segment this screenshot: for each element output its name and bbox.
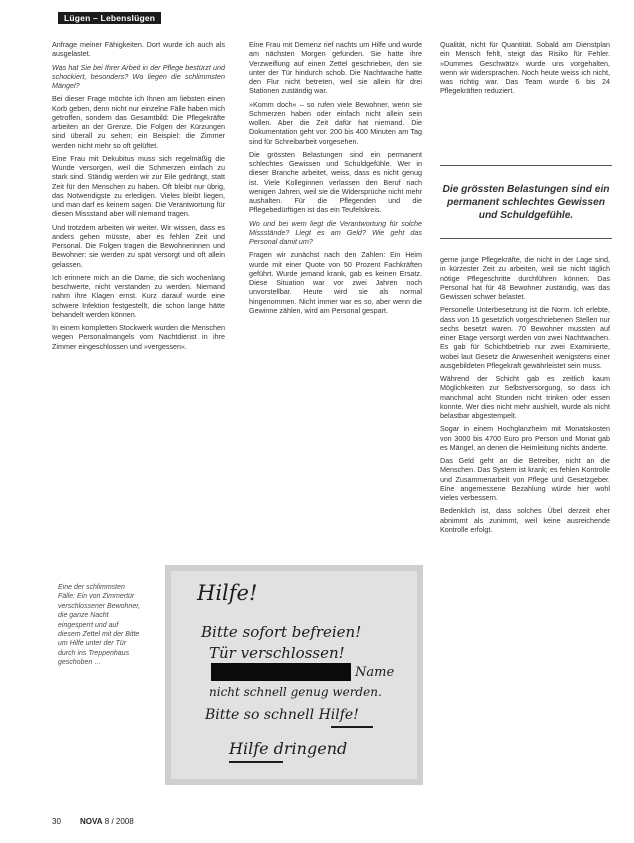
note-line-1: Hilfe! bbox=[197, 581, 258, 605]
article-column-3 bbox=[440, 40, 610, 100]
page-number: 30 bbox=[52, 817, 61, 826]
magazine-name: NOVA bbox=[80, 817, 103, 826]
article-column-2 bbox=[249, 40, 422, 319]
note-underline bbox=[331, 726, 373, 728]
pull-quote-text: Die grössten Belastungen sind ein permanent schlechtes Gewissen und Schuldgefühle. bbox=[442, 183, 610, 221]
col3-continued-paragraph: Sogar in einem Hochglanzheim mit Monatskosten von 3000 bis 4700 Euro pro Person und Monat gab es Mängel, an denen die Heimleitung nichts änderte. bbox=[440, 424, 610, 452]
col1-paragraph: Was hat Sie bei Ihrer Arbeit in der Pflege bestürzt und schockiert, besonders? Wo liegen die schlimmsten Mängel? bbox=[52, 62, 225, 90]
col1-paragraph: Ich erinnere mich an die Dame, die sich wochenlang beschwerte, nicht verstanden zu werden. Niemand nahm ihre Klagen ernst. Kurz darauf wurde eine schwere Infektion festgestellt, die schon lange hätte behandelt werden können. bbox=[52, 272, 225, 319]
magazine-issue: 8 / 2008 bbox=[104, 817, 134, 826]
col3-continued-paragraph: Das Geld geht an die Betreiber, nicht an die Menschen. Das System ist krank; es fehlen Kontrolle und Zusammenarbeit von Pflege und Gesetzgeber. Eine angemessene Bezahlung würde hier wohl vieles verbessern. bbox=[440, 456, 610, 502]
note-line-6: Bitte so schnell Hilfe! bbox=[205, 707, 359, 723]
col1-paragraph: Eine Frau mit Dekubitus muss sich regelmäßig die Wunde versorgen, weil die Schmerzen einfach zu stark sind. Ständig werden wir zur Eile gedrängt, statt Zeit für den Menschen zu haben. Oft bleibt nur übrig, das Notwendigste zu erledigen. Vieles bleibt liegen, und man darf es keinem sagen. Die Verantwortung für diesen Missstand aber will niemand tragen. bbox=[52, 153, 225, 219]
col3-continued-paragraph: gerne junge Pflegekräfte, die nicht in der Lage sind, in kürzester Zeit zu arbeiten, weil sie nicht täglich nötige Pflegeschritte durchführen können. Das Personal hat für 48 Bewohner zuständig, was das Gewissen schwer belastet. bbox=[440, 255, 610, 301]
redacted-name-bar bbox=[211, 663, 351, 681]
col2-paragraph: »Komm doch« – so rufen viele Bewohner, wenn sie Schmerzen haben oder einfach nicht allein sein wollen. Aber die Zeit dafür hat niemand. Die Dokumentation geht vor. 200 bis 400 Minuten am Tag sind für Schreibarbeit vorgesehen. bbox=[249, 99, 422, 146]
magazine-footer bbox=[80, 817, 134, 826]
note-paper bbox=[171, 571, 417, 779]
col3-paragraph: Qualität, nicht für Quantität. Sobald am Dienstplan ein Mensch fehlt, steigt das Risiko für Fehler. »Dummes Geschwätz« wurde uns vorgehalten, wenn wir widersprachen. Noch heute weiss ich nicht, was richtig war. Das Team wurde 6 bis 24 Pflegekräften reduziert. bbox=[440, 40, 610, 96]
section-tag: Lügen – Lebenslügen bbox=[58, 12, 161, 24]
col2-paragraph: Wo und bei wem liegt die Verantwortung für solche Missstände? Liegt es am Geld? Wie geht das Personal damit um? bbox=[249, 218, 422, 246]
col1-paragraph: Und trotzdem arbeiten wir weiter. Wir wissen, dass es anders gehen müsste, aber es fehlen Zeit und Personal. Die Folgen tragen die Bewohnerinnen und Bewohner: sie werden zu spät versorgt und oft allein gelassen. bbox=[52, 222, 225, 269]
handwritten-note-photo bbox=[165, 565, 423, 785]
article-column-1 bbox=[52, 40, 225, 355]
col2-paragraph: Fragen wir zunächst nach den Zahlen: Ein Heim wurde mit einer Quote von 50 Prozent Fachkräften geführt. Wurde jemand krank, gab es keinen Ersatz. Diese Situation war vor zwei Jahren noch unvorstellbar. Heute wird sie als normal hingenommen. Nicht immer war es so, aber wenn die Gewinne zählen, wird am Personal gespart. bbox=[249, 250, 422, 315]
note-line-5: nicht schnell genug werden. bbox=[209, 685, 382, 699]
note-line-7: Hilfe dringend bbox=[229, 739, 348, 758]
photo-caption: Eine der schlimmsten Fälle: Ein von Zimmertür verschlossener Bewohner, die ganze Nacht eingesperrt und auf diesem Zettel mit der Bitte um Hilfe unter der Tür durch ins Treppenhaus geschoben … bbox=[58, 584, 141, 667]
col1-paragraph: Anfrage meiner Fähigkeiten. Dort wurde ich auch als ausgelastet. bbox=[52, 40, 225, 59]
col1-paragraph: In einem kompletten Stockwerk wurden die Menschen wegen Personalmangels vom Nachtdienst in ihre Zimmer eingeschlossen und »vergessen«. bbox=[52, 323, 225, 351]
col3-continued-paragraph: Bedenklich ist, dass solches Übel derzeit eher abnimmt als zunimmt, weil keine ausreichende Kontrolle erfolgt. bbox=[440, 506, 610, 534]
note-line-4: Name bbox=[355, 665, 395, 680]
col2-paragraph: Eine Frau mit Demenz rief nachts um Hilfe und wurde am nächsten Morgen gefunden. Sie hatte ihre Verzweiflung auf einen Zettel geschrieben, den sie unter der Tür hindurch schob. Die Nachtwache hatte den Flur nicht betreten, weil sie allein für drei Stationen zuständig war. bbox=[249, 40, 422, 96]
article-column-3-continued bbox=[440, 255, 610, 538]
col3-continued-paragraph: Während der Schicht gab es zeitlich kaum Möglichkeiten zur Selbstversorgung, so dass ich manchmal acht Stunden nicht trinken oder essen konnte. Wer dies nicht mehr aushielt, wurde als nicht belastbar abgestempelt. bbox=[440, 374, 610, 420]
note-line-2: Bitte sofort befreien! bbox=[201, 623, 362, 641]
pull-quote bbox=[440, 165, 612, 239]
note-line-3: Tür verschlossen! bbox=[209, 644, 345, 662]
col1-paragraph: Bei dieser Frage möchte ich Ihnen am liebsten einen Korb geben, denn nicht nur einzelne Fälle haben mich getroffen, sondern das Gesamtbild: Die Pflegekräfte arbeiten an der Grenze. Die Folgen der Kürzungen sind überall zu sehen; ein Beispiel: die Zimmer werden nicht mehr so oft gelüftet. bbox=[52, 94, 225, 150]
note-underline-2 bbox=[229, 761, 283, 763]
col3-continued-paragraph: Personelle Unterbesetzung ist die Norm. Ich erlebte, dass von 15 gesetzlich vorgeschriebenen Stellen nur sechs besetzt waren. 70 Bewohner mussten auf einer Etage versorgt werden von zwei Nachtwachen. Es gab für Schichtbetrieb nur zwei Examinierte, wobei laut Gesetz die Anwesenheit wenigstens einer ausgebildeten Pflegekraft gewährleistet sein muss. bbox=[440, 305, 610, 370]
col2-paragraph: Die grössten Belastungen sind ein permanent schlechtes Gewissen und Schuldgefühle. Wer in dieser Branche arbeitet, weiss, dass es nicht genug ist. Viele Kolleginnen verlassen den Beruf nach wenigen Jahren, weil sie die Widersprüche nicht mehr aushalten. Für die Pflegenden und die Pflegebedürftigen ist das ein Teufelskreis. bbox=[249, 149, 422, 215]
